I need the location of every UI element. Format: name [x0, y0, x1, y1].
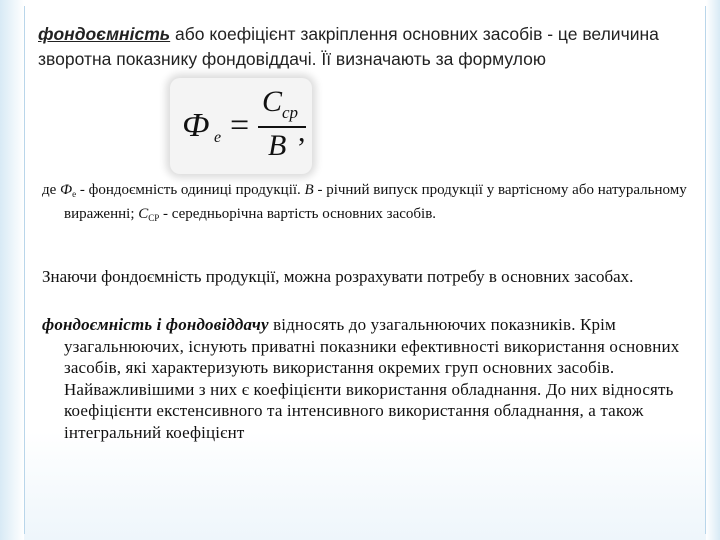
definition-part3: - середньорічна вартість основних засобів.	[159, 205, 437, 222]
definition-phi-subscript: е	[72, 189, 77, 199]
formula-numerator: С	[262, 85, 283, 118]
formula-lhs: Ф	[182, 107, 210, 144]
formula-numerator-subscript: ср	[282, 103, 299, 122]
paragraph-indicators	[42, 314, 704, 443]
left-decor-bar	[0, 0, 24, 540]
definition-part1: - фондоємність одиниці продукції.	[76, 182, 305, 198]
intro-text: або коефіцієнт закріплення основних засобів - це величина зворотна показнику фондовіддачі. Її визначають за формулою	[38, 24, 659, 69]
formula-comma: ,	[298, 115, 306, 148]
definition-part2: - річний випуск продукції у вартісному або натуральному вираженні;	[64, 182, 687, 222]
definition-c-subscript: СР	[148, 212, 160, 223]
definition-lead: де	[42, 182, 61, 198]
intro-paragraph	[38, 22, 668, 72]
definition-phi: Ф	[60, 182, 73, 198]
formula-lhs-subscript: е	[214, 129, 222, 146]
paragraph-requirement: Знаючи фондоємність продукції, можна розрахувати потребу в основних засобах.	[42, 267, 634, 286]
formula-equals: =	[230, 107, 250, 144]
intro-term: фондоємність	[38, 24, 171, 44]
paragraph-indicators-term: фондоємність і фондовіддачу	[42, 315, 269, 334]
formula-definition	[42, 181, 704, 228]
definition-b-symbol: В	[304, 182, 314, 198]
paragraph-indicators-text: відносять до узагальнюючих показників. Крім узагальнюючих, існують приватні показники ефективності використання основних засобів, які характеризують використання окремих груп основних засобів. Найважливішими з них є коефіцієнти використання обладнання. До них відносять коефіцієнти екстенсивного та інтенсивного використання обладнання, а також інтегральний коефіцієнт	[64, 315, 680, 442]
formula	[176, 85, 310, 169]
right-decor-bar	[706, 0, 720, 540]
definition-c-symbol: С	[138, 205, 149, 222]
formula-denominator: В	[268, 129, 287, 162]
